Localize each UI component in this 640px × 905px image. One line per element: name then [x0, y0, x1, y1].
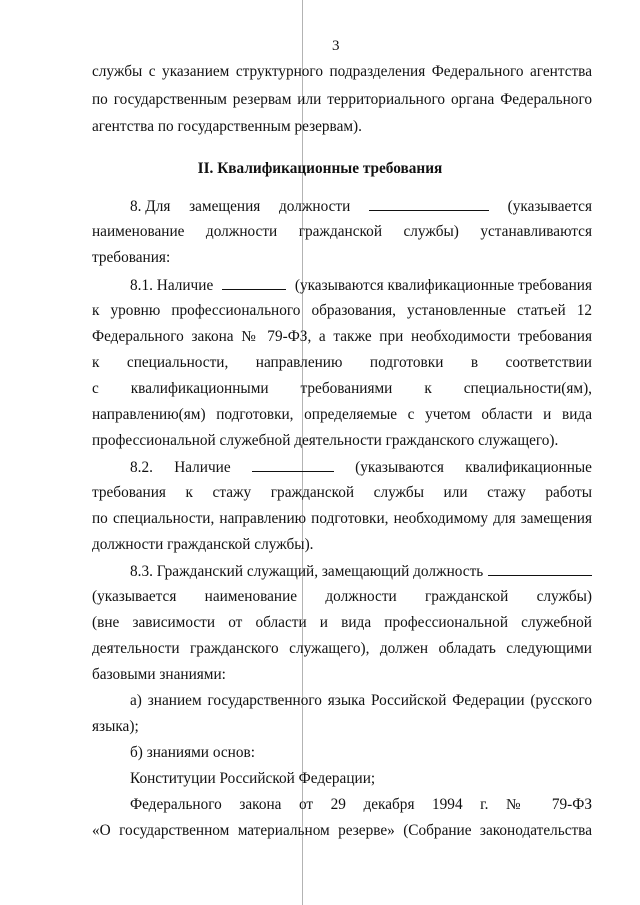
text-line: Конституции Российской Федерации;	[130, 770, 376, 787]
text-line: «О государственном материальном резерве» (Собрание законодательства	[92, 822, 592, 839]
text-fragment: 8.1. Наличие	[130, 277, 214, 294]
text-fragment: (указываются	[355, 459, 444, 476]
text-line: агентства по государственным резервам).	[92, 118, 362, 135]
text-line: по специальности, направлению подготовки, необходимому для замещения	[92, 510, 592, 527]
blank-underline	[252, 457, 334, 472]
text-line: а) знанием государственного языка Российской Федерации (русского	[130, 692, 592, 709]
text-line: профессиональной служебной деятельности гражданского служащего).	[92, 432, 559, 449]
blank-underline	[369, 196, 489, 211]
text-line: требования:	[92, 249, 171, 266]
text-line: деятельности гражданского служащего), должен обладать следующими	[92, 640, 592, 657]
text-line: требования к стажу гражданской службы или стажу работы	[92, 484, 592, 501]
text-line: (вне зависимости от области и вида профессиональной служебной	[92, 614, 592, 631]
text-fragment: 8.3. Гражданский служащий, замещающий должность	[130, 563, 484, 580]
text-line: Федерального закона № 79-ФЗ, а также при необходимости требования	[92, 328, 592, 345]
text-fragment: должности	[279, 198, 351, 215]
blank-underline	[488, 561, 592, 576]
text-fragment: (указывается	[507, 198, 592, 215]
text-fragment: (указываются квалификационные требования	[294, 277, 592, 294]
text-line: к специальности, направлению подготовки в соответствии	[92, 354, 592, 371]
text-line: б) знаниями основ:	[130, 744, 255, 761]
section-heading: II. Квалификационные требования	[197, 160, 443, 177]
text-fragment: квалификационные	[465, 459, 592, 476]
text-line: Федерального закона от 29 декабря 1994 г. № 79-ФЗ	[130, 796, 592, 813]
blank-underline	[222, 275, 286, 290]
text-fragment: Наличие	[174, 459, 231, 476]
page-number: 3	[332, 38, 340, 54]
text-line	[130, 457, 592, 478]
text-line: базовыми знаниями:	[92, 666, 226, 683]
text-line	[130, 196, 592, 217]
text-line: к уровню профессионального образования, установленные статьей 12	[92, 302, 592, 319]
text-line: службы с указанием структурного подразделения Федерального агентства	[92, 63, 592, 80]
text-line	[130, 275, 592, 296]
text-fragment: 8.2.	[130, 459, 153, 476]
text-line: языка);	[92, 718, 139, 735]
text-line: направлению(ям) подготовки, определяемые с учетом области и вида	[92, 406, 592, 423]
text-line: по государственным резервам или территориального органа Федерального	[92, 91, 592, 108]
text-line: (указывается наименование должности гражданской службы)	[92, 588, 592, 605]
text-line: с квалификационными требованиями к специальности(ям),	[92, 380, 592, 397]
text-fragment: 8. Для	[130, 198, 171, 215]
text-line: наименование должности гражданской службы) устанавливаются	[92, 223, 592, 240]
text-fragment: замещения	[189, 198, 261, 215]
text-line: должности гражданской службы).	[92, 536, 314, 553]
text-line	[130, 561, 592, 582]
